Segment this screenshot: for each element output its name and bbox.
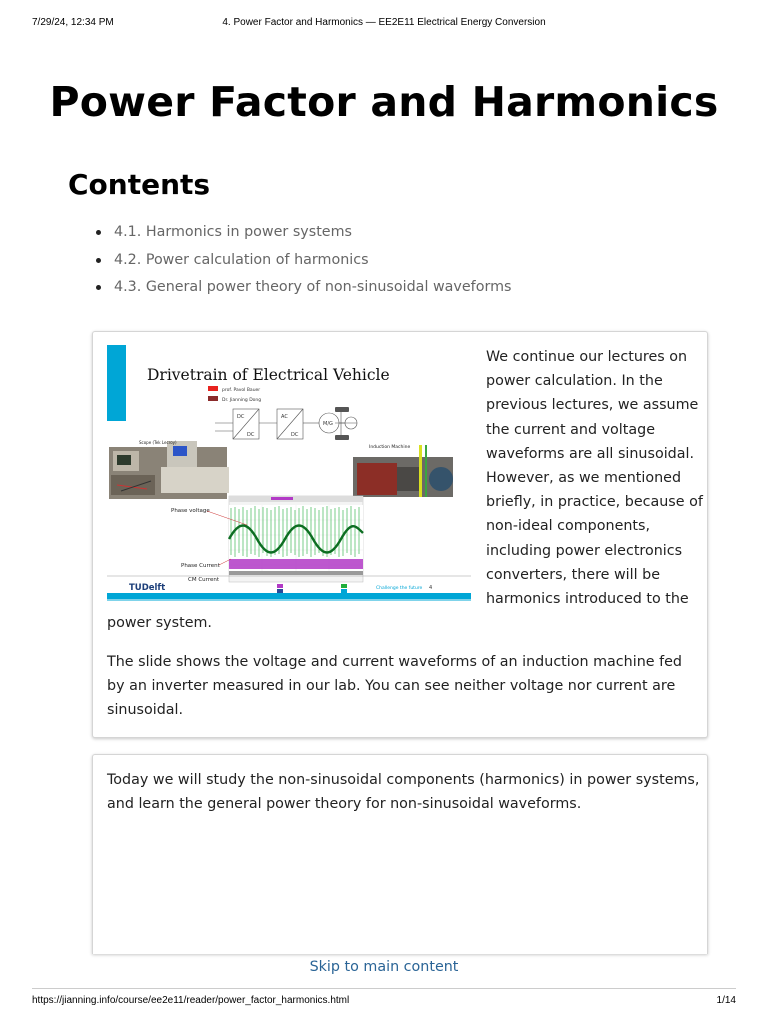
today-paragraph: Today we will study the non-sinusoidal components (harmonics) in power systems, and learn the general power theory for non-sinusoidal waveforms. bbox=[107, 772, 700, 813]
slide-page-number: 4 bbox=[429, 585, 433, 591]
legend-red-label: prof. Pavol Bauer bbox=[222, 388, 261, 393]
block-dc-3: DC bbox=[291, 432, 299, 438]
footer-divider bbox=[32, 988, 736, 989]
skip-to-main-content-link[interactable]: Skip to main content bbox=[309, 959, 459, 975]
print-doc-title: 4. Power Factor and Harmonics — EE2E11 Electrical Energy Conversion bbox=[222, 17, 546, 28]
cm-current-label: CM Current bbox=[188, 577, 219, 583]
phase-current-label: Phase Current bbox=[181, 563, 220, 569]
toc-link-power-calculation[interactable]: 4.2. Power calculation of harmonics bbox=[114, 251, 369, 268]
block-ac: AC bbox=[281, 414, 288, 420]
page-title: Power Factor and Harmonics bbox=[49, 78, 719, 126]
scope-label: Scope (Tek Lecroy) bbox=[139, 440, 177, 445]
print-url: https://jianning.info/course/ee2e11/reader/power_factor_harmonics.html bbox=[32, 995, 350, 1006]
toc-link-harmonics[interactable]: 4.1. Harmonics in power systems bbox=[114, 224, 352, 240]
block-dc-1: DC bbox=[237, 414, 245, 420]
contents-heading: Contents bbox=[68, 168, 211, 201]
print-page-number: 1/14 bbox=[716, 995, 736, 1006]
tudelft-logo: TUDelft bbox=[129, 583, 166, 593]
block-dc-2: DC bbox=[247, 432, 255, 438]
legend-brown-label: Dr. Jianning Dong bbox=[222, 398, 262, 403]
phase-voltage-label: Phase voltage bbox=[171, 508, 210, 514]
slide-tagline: Challenge the future bbox=[376, 586, 423, 591]
table-of-contents bbox=[92, 221, 511, 304]
toc-item bbox=[92, 221, 511, 249]
toc-link-general-power-theory[interactable]: 4.3. General power theory of non-sinusoidal waveforms bbox=[114, 279, 512, 295]
intro-paragraph bbox=[107, 345, 703, 635]
slide-description-paragraph: The slide shows the voltage and current waveforms of an induction machine fed by an inverter measured in our lab. You can see neither voltage nor current are sinusoidal. bbox=[107, 654, 682, 719]
motor-label: M/G bbox=[323, 421, 333, 427]
slide-title: Drivetrain of Electrical Vehicle bbox=[147, 366, 390, 384]
print-date: 7/29/24, 12:34 PM bbox=[32, 17, 114, 28]
toc-item bbox=[92, 249, 511, 277]
toc-item bbox=[92, 276, 511, 304]
induction-machine-label: Induction Machine bbox=[369, 445, 411, 450]
image-float-spacer bbox=[107, 345, 486, 611]
intro-paragraph-text: We continue our lectures on power calculation. In the previous lectures, we assume the current and voltage waveforms are all sinusoidal. However, as we mentioned briefly, in practice, because of non-ideal components, including power electronics converters, there will be harmonics introduced to the power system. bbox=[107, 349, 703, 632]
